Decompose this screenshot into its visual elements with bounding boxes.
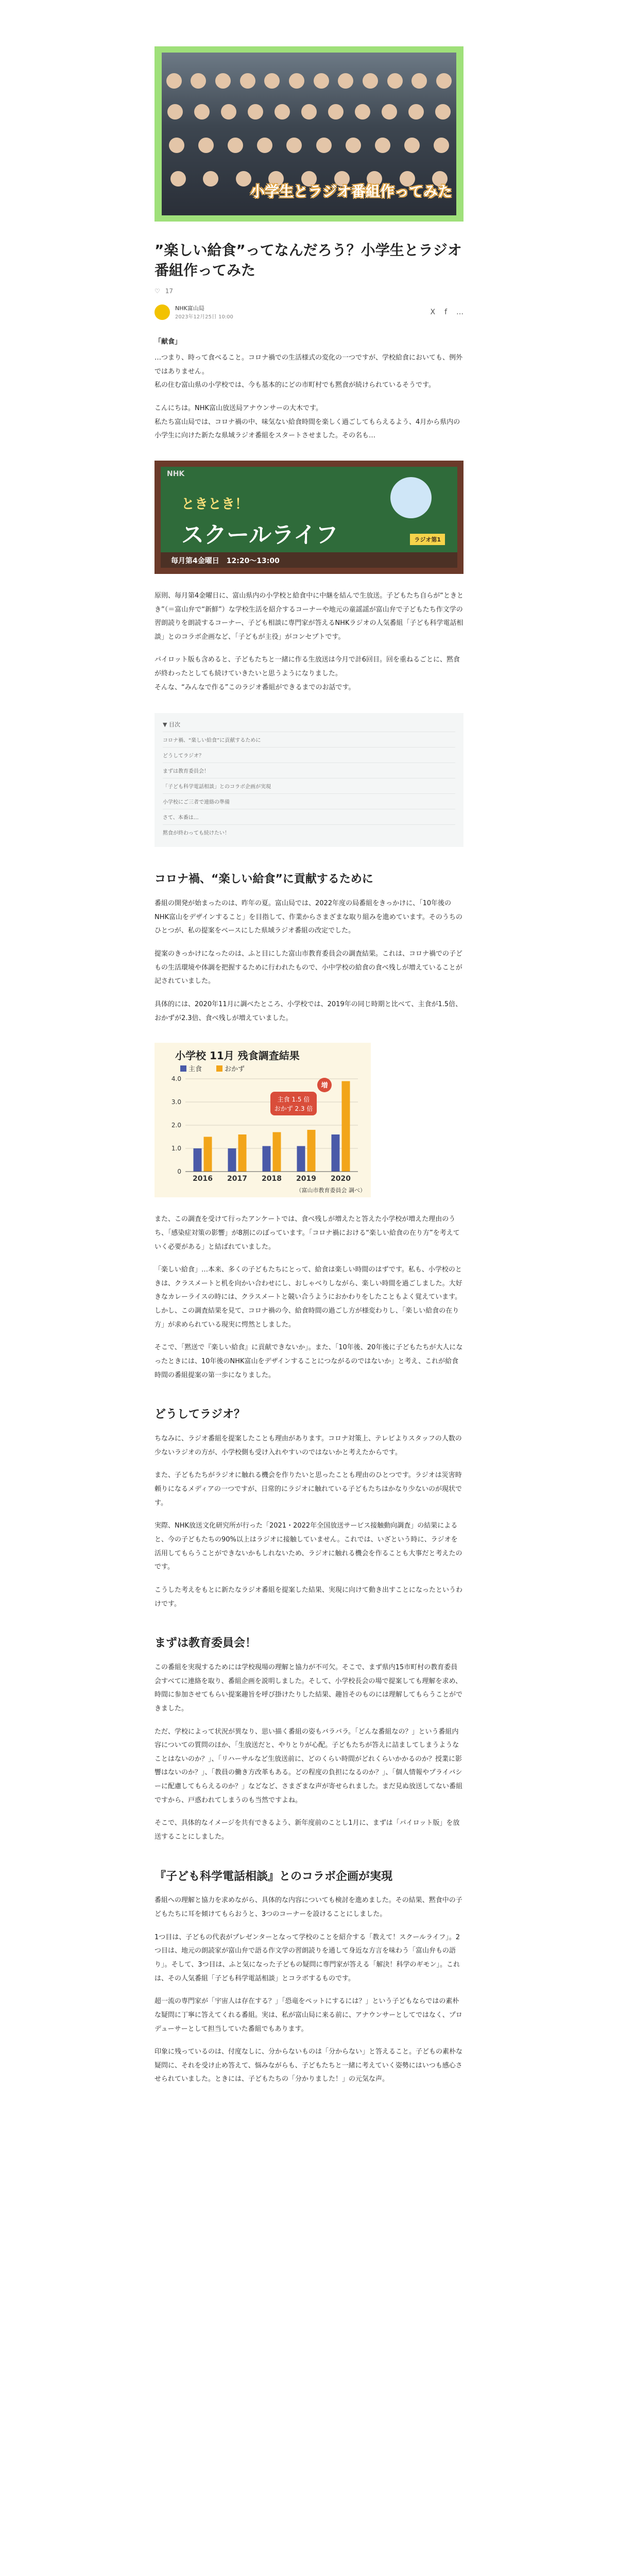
section-paragraph: 番組への理解と協力を求めながら、具体的な内容についても検討を進めました。その結果、黙食中の子どもたちに耳を傾けてもらおうと、3つのコーナーを設けることにしました。 — [154, 1896, 462, 1919]
leftover-chart — [154, 1043, 371, 1197]
x-tick-label: 2018 — [262, 1175, 282, 1183]
section-paragraph: 印象に残っているのは、付度なしに、分からないものは「分からない」と答えること。子どもの素朴な疑問に、それを受け止め答えて、悩みながらも、子どもたちと一緒に考えていく姿勢にはいつも感心させられていました。ときには、子どもたちの「分かりました！」の元気な声。 — [154, 2048, 463, 2083]
legend-label: おかず — [225, 1065, 245, 1074]
author-row — [154, 304, 464, 320]
section-paragraph: こうした考えをもとに新たなラジオ番組を提案した結果、実現に向けて動き出すことになったというわけです。 — [154, 1586, 463, 1608]
intro-paragraph-2: …つまり、時って食べること。コロナ禍での生活様式の変化の一つですが、学校給食においても、例外ではありません。 — [154, 354, 463, 376]
x-tick-label: 2020 — [331, 1175, 351, 1183]
hero-image — [154, 46, 464, 222]
heart-icon[interactable]: ♡ — [154, 287, 160, 295]
share-buttons — [430, 308, 464, 316]
intro-paragraph-4: こんにちは。NHK富山放送局アナウンサーの大木です。 — [154, 404, 322, 412]
radio-tag: ラジオ第1 — [410, 534, 445, 545]
program-banner — [154, 461, 464, 574]
section-heading: コロナ禍、“楽しい給食”に貢献するために — [154, 873, 373, 886]
x-tick-label: 2016 — [193, 1175, 213, 1183]
like-count: 17 — [165, 287, 174, 295]
bar — [204, 1137, 212, 1172]
section-paragraph: 1つ目は、子どもの代表がプレゼンターとなって学校のことを紹介する「教えて！スクールライフ」。2つ目は、地元の朗読家が富山弁で語る作文学の習朗読りを通して身近な方言を味わう「富山弁もの語り」。そして、3つ目は、ふと気になった子どもの疑問に専門家が答える「解決！科学のギモン」。これは、その人気番組「子ども科学電話相談」とコラボするものです。 — [154, 1933, 460, 1982]
section-paragraph: 超一流の専門家が「宇宙人は存在する？」「恐竜をペットにするには？」という子どもならではの素朴な疑問に丁寧に答えてくれる番組。実は、私が富山局に来る前に、アナウンサーとしてではなく、プロデューサーとして担当していた番組でもあります。 — [154, 1997, 462, 2033]
y-tick-label: 2.0 — [171, 1122, 181, 1129]
banner-board — [161, 467, 457, 568]
bar — [238, 1134, 247, 1172]
toc-item[interactable]: どうしてラジオ？ — [163, 747, 455, 762]
x-tick-label: 2017 — [227, 1175, 247, 1183]
hero-caption: 小学生とラジオ番組作ってみた — [250, 183, 452, 200]
after-chart-paragraph: しかし、この調査結果を見て、コロナ禍の今、給食時間の過ごし方が様変わりし、「楽しい給食の在り方」が求められている現実に愕然としました。 — [154, 1307, 459, 1329]
y-tick-label: 0 — [177, 1168, 181, 1176]
section-paragraph: この番組を実現するためには学校現場の理解と協力が不可欠。そこで、まず県内15市町村の教育委員会すべてに連絡を取り、番組企画を説明しました。そして、小学校長会の場で提案しても理解を求め、時間に参加させてもらい提案趣旨を呼び掛けたりした結果、趣旨そのものには理解してもらうことができました。 — [154, 1663, 463, 1713]
after-chart-paragraph: そこで、「黙送で『楽しい給食』に貢献できないか」。また、「10年後、20年後に子どもたちが大人になったときには、10年後のNHK富山をデザインすることにつながるのではないか」と考え、これが給食時間の番組提案の第一歩になりました。 — [154, 1344, 463, 1379]
section-paragraph: 具体的には、2020年11月に調べたところ、小学校では、2019年の同じ時期と比べて、主食が1.5倍、おかずが2.3倍、食べ残しが増えていました。 — [154, 1000, 462, 1022]
chart-source: （富山市教育委員会 調べ） — [296, 1187, 366, 1194]
banner-subtitle: ときとき！ — [181, 496, 249, 512]
after-chart-paragraph: 「楽しい給食」…本来、多くの子どもたちにとって、給食は楽しい時間のはずです。私も、小学校のときは、クラスメートと机を向かい合わせにし、おしゃべりしながら、楽しい時間を過ごしました。大好きなカレーライスの時には、クラスメートと競い合うようにおかわりをしたこともよく覚えています。 — [154, 1266, 462, 1301]
toc-heading[interactable]: ▼ 目次 — [163, 721, 180, 728]
after-chart-paragraph: また、この調査を受けて行ったアンケートでは、食べ残しが増えたと答えた小学校が増えた理由のうち、「感染症対策の影響」が8割にのぼっています。「コロナ禍における“楽しい給食の在り方”を考えていく必要がある」と結ばれていました。 — [154, 1215, 460, 1251]
section-heading: 『子ども科学電話相談』とのコラボ企画が実現 — [154, 1870, 393, 1883]
banner-time: 毎月第4金曜日 12:20～13:00 — [161, 552, 457, 568]
article — [154, 46, 464, 2087]
table-of-contents — [154, 713, 464, 847]
section-paragraph: ちなみに、ラジオ番組を提案したことも理由があります。コロナ対策上、テレビよりスタッフの人数の少ないラジオの方が、小学校側も受け入れやすいのではないかと考えたからです。 — [154, 1435, 462, 1456]
after-banner-paragraph-2: パイロット版も含めると、子どもたちと一緒に作る生放送は今月で計6回目。回を重ねるごとに、黙食が終わったとしても続けていきたいと思うようになりました。 — [154, 656, 460, 678]
toc-item[interactable]: コロナ禍、“楽しい給食”に貢献するために — [163, 732, 455, 747]
x-share-icon[interactable]: X — [430, 308, 436, 316]
after-banner-paragraph-1: 原則、毎月第4金曜日に、富山県内の小学校と給食中に中継を結んで生放送。子どもたち自らが“ときとき”（＝富山弁で“新鮮”）な学校生活を紹介するコーナーや地元の童謡謡が富山弁で子どもたち作文学の習朗読りを朗読するコーナー、子ども相談に専門家が答えるNHKラジオの人気番組「子ども科学電話相談」とのコラボ企画など、「子どもが主役」がコンセプトです。 — [154, 591, 464, 641]
toc-item[interactable]: 黙食が終わっても続けたい！ — [163, 824, 455, 840]
mascot-icon — [390, 477, 432, 518]
toc-item[interactable]: さて、本番は… — [163, 809, 455, 824]
section-heading: まずは教育委員会！ — [154, 1637, 257, 1650]
author-name[interactable]: NHK富山局 — [175, 305, 204, 312]
section-paragraph: 番組の開発が始まったのは、昨年の夏。富山局では、2022年度の局番組をきっかけに、「10年後のNHK富山をデザインすること」を目指して、作業からさまざまな取り組みを進めています。そのうちのひとつが、私の提案をベースにした県域ラジオ番組の改定でした。 — [154, 900, 462, 935]
legend-swatch — [216, 1065, 222, 1072]
intro-paragraph-3: 私の住む富山県の小学校では、今も基本的にどの市町村でも黙食が続けられているそうです。 — [154, 381, 435, 389]
more-options-icon[interactable]: … — [456, 308, 464, 316]
toc-item[interactable]: 「子ども科学電話相談」とのコラボ企画が実現 — [163, 778, 455, 793]
toc-item[interactable]: 小学校にご三者で連絡の準備 — [163, 793, 455, 809]
bar — [263, 1146, 271, 1172]
y-tick-label: 3.0 — [171, 1098, 181, 1106]
article-title: ”楽しい給食”ってなんだろう？小学生とラジオ番組作ってみた — [154, 242, 462, 279]
bar — [194, 1148, 202, 1172]
intro-paragraph-5: 私たち富山局では、コロナ禍の中、味気ない給食時間を楽しく過ごしてもらえるよう、4月から県内の小学生に向けた新たな県域ラジオ番組をスタートさせました。その名も… — [154, 418, 460, 440]
annotation-text: 主食 1.5 倍 — [277, 1096, 310, 1104]
section-paragraph: 提案のきっかけになったのは、ふと目にした富山市教育委員会の調査結果。これは、コロナ禍での子どもの生活環境や体調を把握するために行われたもので、小中学校の給食の食べ残しが増えていることが記されていました。 — [154, 950, 463, 986]
badge-text: 増 — [321, 1082, 328, 1090]
section-heading: どうしてラジオ？ — [154, 1408, 246, 1421]
bar — [273, 1132, 281, 1172]
y-tick-label: 4.0 — [171, 1075, 181, 1083]
y-tick-label: 1.0 — [171, 1145, 181, 1153]
like-row — [154, 287, 464, 295]
section-paragraph: また、子どもたちがラジオに触れる機会を作りたいと思ったことも理由のひとつです。ラジオは災害時頼りになるメディアの一つですが、日常的にラジオに触れている子どもたちはかなり少ないのが現状です。 — [154, 1471, 462, 1507]
bar — [342, 1081, 350, 1172]
banner-title: スクールライフ — [181, 521, 338, 548]
bar — [297, 1146, 305, 1172]
publish-date: 2023年12月25日 10:00 — [175, 314, 233, 320]
section-paragraph: ただ、学校によって状況が異なり、思い描く番組の姿もバラバラ。「どんな番組なの？」という番組内容についての質問のほか、「生放送だと、やりとりが心配。子どもたちが答えに詰ましてしまうようなことはないのか？」、「リハーサルなど生放送前に、どのくらい時間がどれくらいかかるのか？授業に影響はないのか？」、「教員の働き方改革もある。どの程度の負担になるのか？」、「個人情報やプライバシーに配慮してもらえるのか？」などなど、さまざまな声が寄せられました。まだ見ぬ放送してない番組ですから、戸惑われてしまうのも当然ですよね。 — [154, 1727, 463, 1804]
toc-item[interactable]: まずは教育委員会！ — [163, 762, 455, 778]
legend-label: 主食 — [188, 1065, 202, 1074]
facebook-share-icon[interactable]: f — [444, 308, 447, 316]
chart-svg — [154, 1043, 371, 1197]
author[interactable] — [154, 304, 233, 320]
section-paragraph: そこで、具体的なイメージを共有できるよう、新年度前のことし1月に、まずは「パイロット版」を放送することにしました。 — [154, 1819, 460, 1841]
legend-swatch — [180, 1065, 186, 1072]
x-tick-label: 2019 — [296, 1175, 316, 1183]
intro-paragraph-1: 「献食」 — [154, 338, 182, 346]
section-paragraph: 実際、NHK放送文化研究所が行った「2021・2022年全国放送サービス接触動向調査」の結果によると、今の子どもたちの90%以上はラジオに接触していません。これでは、いざという時に、ラジオを活用してもらうことができないかもしれないため、ラジオに触れる機会を作ることも大事だと考えたのです。 — [154, 1522, 462, 1571]
chart-title: 小学校 11月 残食調査結果 — [175, 1049, 300, 1062]
bar — [332, 1134, 340, 1172]
nhk-logo: NHK — [167, 469, 185, 478]
avatar[interactable] — [154, 304, 170, 320]
bar — [228, 1148, 236, 1172]
bar — [307, 1130, 316, 1172]
annotation-text: おかず 2.3 倍 — [274, 1105, 313, 1113]
after-banner-paragraph-3: そんな、“みんなで作る”このラジオ番組ができるまでのお話です。 — [154, 683, 355, 691]
